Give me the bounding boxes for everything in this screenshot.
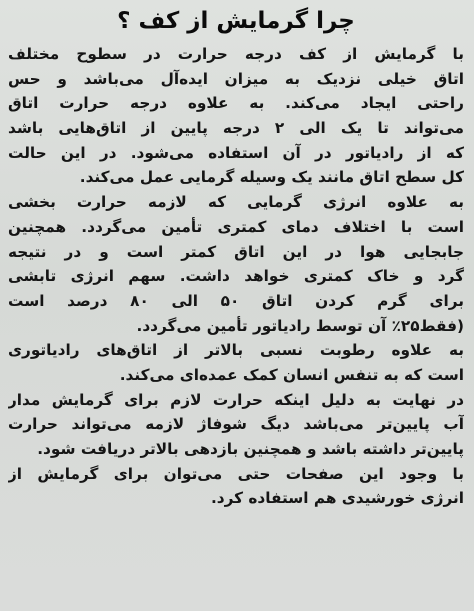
article-body (8, 42, 464, 511)
body-line-9: جابجایی هوا در این اتاق کمتر است و در نتیجه (8, 242, 464, 261)
body-line-3: راحتی ایجاد می‌کند. به علاوه درجه حرارت اتاق (8, 94, 464, 113)
body-line-7: به علاوه انرژی گرمایی که لازمه حرارت بخشی (8, 193, 464, 212)
article-title: چرا گرمایش از کف ؟ (117, 8, 355, 34)
body-line-13: به علاوه رطوبت نسبی بالاتر از اتاق‌های رادیاتوری (8, 341, 464, 360)
body-line-2: اتاق خیلی نزدیک به میزان ایده‌آل می‌باشد و حس (8, 69, 464, 88)
body-line-5: که از رادیاتور در آن استفاده می‌شود. در این حالت (8, 143, 464, 162)
body-line-17: پایین‌تر داشته باشد و همچنین بازدهی بالاتر دریافت شود. (37, 440, 464, 458)
body-line-1: با گرمایش از کف درجه حرارت در سطوح مختلف (8, 45, 464, 63)
body-line-14: است که به تنفس انسان کمک عمده‌ای می‌کند. (119, 365, 464, 384)
body-line-4: می‌تواند تا یک الی ۲ درجه پایین از اتاق‌هایی باشد (8, 119, 464, 138)
body-line-10: گرد و خاک کمتری خواهد داشت. سهم انرژی تابشی (8, 267, 464, 286)
body-line-18: با وجود این صفحات حتی می‌توان برای گرمایش از (8, 464, 464, 483)
body-line-11: برای گرم کردن اتاق ۵۰ الی ۸۰ درصد است (8, 291, 464, 310)
body-line-15: در نهایت به دلیل اینکه حرارت لازم برای گرمایش مدار (8, 390, 464, 409)
body-line-8: است با اختلاف دمای کمتری تأمین می‌گردد. همچنین (8, 217, 464, 236)
body-line-16: آب پایین‌تر می‌باشد دیگ شوفاژ لازمه می‌تواند حرارت (8, 415, 464, 434)
body-line-19: انرژی خورشیدی هم استفاده کرد. (210, 489, 464, 508)
body-line-6: کل سطح اتاق مانند یک وسیله گرمایی عمل می‌کند. (79, 168, 464, 187)
body-line-12: (فقط۲۵٪ آن توسط رادیاتور تأمین می‌گردد. (136, 316, 464, 335)
